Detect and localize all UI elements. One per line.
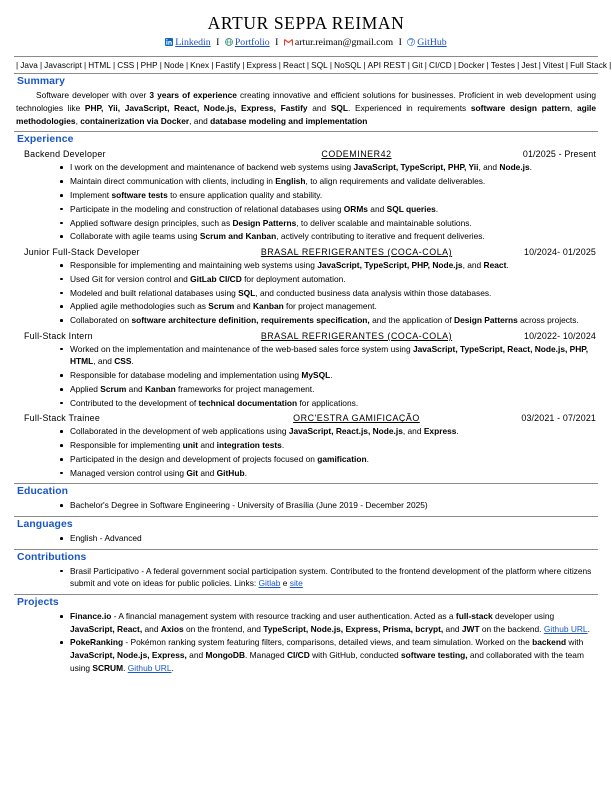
job-company[interactable]: BRASAL REFRIGERANTES (COCA-COLA) bbox=[260, 247, 453, 258]
contact-portfolio[interactable] bbox=[225, 37, 270, 49]
job-role: Backend Developer bbox=[24, 149, 106, 160]
contact-separator: I bbox=[216, 37, 220, 49]
job-company[interactable]: ORC'ESTRA GAMIFICAÇÃO bbox=[293, 413, 420, 424]
list-item: Finance.io - A financial management system with resource tracking and user authentication. Acted as a full-stack developer using JavaScript, React, and Axios on the frontend, and TypeScript, Node.js, Express, Prisma, bcrypt, and JWT on the backend. Github URL. bbox=[60, 610, 594, 635]
gmail-icon bbox=[284, 39, 293, 46]
skill-item: Fastify bbox=[215, 60, 241, 70]
contact-github[interactable] bbox=[407, 37, 446, 49]
divider bbox=[14, 594, 598, 595]
list-item: Used Git for version control and GitLab CI/CD for deployment automation. bbox=[60, 273, 594, 286]
experience-entry bbox=[14, 247, 598, 327]
list-item: Modeled and built relational databases using SQL, and conducted business data analysis within those databases. bbox=[60, 287, 594, 300]
skills-divider: | bbox=[242, 60, 245, 70]
skills-divider: | bbox=[565, 60, 569, 70]
list-item: Collaborate with agile teams using Scrum and Kanban, actively contributing to iterative and frequent deliveries. bbox=[60, 230, 594, 243]
list-item: Bachelor's Degree in Software Engineering - University of Brasília (June 2019 - December 2025) bbox=[60, 499, 594, 512]
skill-item: HTML bbox=[88, 60, 111, 70]
skills-divider: | bbox=[84, 60, 87, 70]
skills-list bbox=[14, 61, 612, 70]
job-role: Junior Full-Stack Developer bbox=[24, 247, 140, 258]
skill-item: CSS bbox=[117, 60, 135, 70]
skills-divider: | bbox=[453, 60, 457, 70]
list-item: Contributed to the development of technical documentation for applications. bbox=[60, 397, 594, 410]
skills-divider: | bbox=[424, 60, 428, 70]
skill-item: Testes bbox=[490, 60, 516, 70]
summary-text: Software developer with over 3 years of experience creating innovative and efficient solutions for businesses. Proficient in web development using technologies like PHP, Yii, JavaScript, React, Node.js, Express, Fastify and SQL. Experienced in requirements software design pattern, agile methodologies, containerization via Docker, and database modeling and implementation bbox=[16, 90, 597, 126]
resume-header bbox=[14, 14, 598, 49]
contact-separator: I bbox=[275, 37, 279, 49]
list-item: Worked on the implementation and maintenance of the web-based sales force system using JavaScript, TypeScript, React, Node.js, PHP, HTML, and CSS. bbox=[60, 343, 594, 368]
job-dates: 01/2025 - Present bbox=[522, 149, 596, 160]
list-item: Brasil Participativo - A federal government social participation system. Contributed to the frontend development of the platform where citizens submit and vote on ideas for public policies. Links: Gitlab e site bbox=[60, 565, 594, 590]
section-languages bbox=[14, 519, 598, 545]
contact-linkedin-label[interactable]: Linkedin bbox=[175, 37, 211, 49]
job-dates: 03/2021 - 07/2021 bbox=[521, 413, 596, 424]
skill-item: Express bbox=[246, 60, 277, 70]
job-role: Full-Stack Intern bbox=[24, 330, 93, 341]
list-item: Responsible for implementing and maintaining web systems using JavaScript, TypeScript, PHP, Node.js, and React. bbox=[60, 259, 594, 272]
contact-email[interactable] bbox=[284, 37, 393, 49]
github-icon bbox=[407, 38, 415, 46]
contributions-list bbox=[14, 565, 598, 590]
skill-item: Git bbox=[412, 60, 423, 70]
section-education bbox=[14, 486, 598, 512]
job-bullets bbox=[14, 425, 598, 479]
list-item: Managed version control using Git and GitHub. bbox=[60, 467, 594, 480]
list-item: Participated in the design and development of projects focused on gamification. bbox=[60, 453, 594, 466]
skills-divider: | bbox=[486, 60, 489, 70]
job-company[interactable]: BRASAL REFRIGERANTES (COCA-COLA) bbox=[260, 330, 453, 341]
section-title-contributions: Contributions bbox=[17, 551, 87, 563]
section-title-projects: Projects bbox=[17, 596, 59, 608]
list-item: Applied agile methodologies such as Scrum and Kanban for project management. bbox=[60, 300, 594, 313]
page-title: ARTUR SEPPA REIMAN bbox=[207, 13, 405, 33]
skills-divider: | bbox=[407, 60, 411, 70]
job-company[interactable]: CODEMINER42 bbox=[321, 149, 392, 160]
list-item: Maintain direct communication with clients, including in English, to align requirements and validate deliverables. bbox=[60, 175, 594, 188]
linkedin-icon bbox=[165, 38, 173, 46]
skill-item: Jest bbox=[521, 60, 537, 70]
skills-divider: | bbox=[39, 60, 43, 70]
skill-item: SQL bbox=[311, 60, 328, 70]
list-item: Responsible for database modeling and implementation using MySQL. bbox=[60, 369, 594, 382]
contact-github-label[interactable]: GitHub bbox=[417, 37, 447, 49]
skill-item: Docker bbox=[458, 60, 485, 70]
globe-icon bbox=[225, 38, 233, 46]
section-title-education: Education bbox=[17, 486, 69, 498]
skills-bar bbox=[14, 56, 612, 74]
list-item: Implement software tests to ensure application quality and stability. bbox=[60, 189, 594, 202]
list-item: Applied Scrum and Kanban frameworks for project management. bbox=[60, 383, 594, 396]
list-item: Participate in the modeling and construction of relational databases using ORMs and SQL queries. bbox=[60, 203, 594, 216]
list-item: PokeRanking - Pokémon ranking system featuring filters, comparisons, detailed views, and team simulation. Worked on the backend with JavaScript, Node.js, Express, and MongoDB. Managed CI/CD with GitHub, conducted software testing, and collaborated with the team using SCRUM. Github URL. bbox=[60, 636, 594, 674]
list-item: Applied software design principles, such as Design Patterns, to deliver scalable and maintainable solutions. bbox=[60, 217, 594, 230]
section-title-languages: Languages bbox=[17, 519, 73, 531]
contact-portfolio-label[interactable]: Portfolio bbox=[234, 37, 270, 49]
languages-list bbox=[14, 532, 598, 545]
contact-linkedin[interactable] bbox=[165, 37, 210, 49]
skill-item: CI/CD bbox=[429, 60, 452, 70]
skills-divider: | bbox=[363, 60, 366, 70]
skill-item: Knex bbox=[190, 60, 210, 70]
divider bbox=[14, 516, 598, 517]
skills-divider: | bbox=[278, 60, 282, 70]
skills-divider: | bbox=[609, 60, 612, 70]
skill-item: Vitest bbox=[542, 60, 564, 70]
list-item: Collaborated in the development of web applications using JavaScript, React.js, Node.js, and Express. bbox=[60, 425, 594, 438]
section-experience bbox=[14, 134, 598, 479]
contact-email-label: artur.reiman@gmail.com bbox=[294, 37, 394, 49]
list-item: English - Advanced bbox=[60, 532, 594, 545]
skills-divider: | bbox=[538, 60, 541, 70]
list-item: I work on the development and maintenance of backend web systems using JavaScript, TypeScript, PHP, Yii, and Node.js. bbox=[60, 161, 594, 174]
section-projects bbox=[14, 597, 598, 674]
education-list bbox=[14, 499, 598, 512]
skills-divider: | bbox=[211, 60, 214, 70]
skills-divider: | bbox=[16, 60, 19, 70]
projects-list bbox=[14, 610, 598, 674]
contact-separator: I bbox=[398, 37, 402, 49]
skills-divider: | bbox=[329, 60, 333, 70]
skills-divider: | bbox=[159, 60, 162, 70]
job-header bbox=[14, 149, 598, 159]
job-dates: 10/2022- 10/2024 bbox=[524, 330, 596, 341]
job-header bbox=[14, 331, 598, 341]
section-title-summary: Summary bbox=[17, 76, 66, 88]
experience-entry bbox=[14, 149, 598, 243]
skill-item: Javascript bbox=[44, 60, 83, 70]
skill-item: Node bbox=[163, 60, 184, 70]
skills-divider: | bbox=[517, 60, 520, 70]
skill-item: React bbox=[283, 60, 305, 70]
job-bullets bbox=[14, 161, 598, 243]
job-header bbox=[14, 247, 598, 257]
skills-divider: | bbox=[306, 60, 310, 70]
job-bullets bbox=[14, 343, 598, 410]
section-contributions bbox=[14, 552, 598, 590]
job-header bbox=[14, 413, 598, 423]
list-item: Responsible for implementing unit and integration tests. bbox=[60, 439, 594, 452]
experience-entry bbox=[14, 331, 598, 410]
contact-line bbox=[14, 37, 598, 49]
skill-item: API REST bbox=[367, 60, 406, 70]
job-bullets bbox=[14, 259, 598, 327]
skill-item: Full Stack bbox=[570, 60, 608, 70]
divider bbox=[14, 483, 598, 484]
skills-divider: | bbox=[136, 60, 139, 70]
skill-item: PHP bbox=[140, 60, 158, 70]
divider bbox=[14, 549, 598, 550]
job-role: Full-Stack Trainee bbox=[24, 413, 101, 424]
skill-item: NoSQL bbox=[334, 60, 362, 70]
skills-divider: | bbox=[185, 60, 189, 70]
jobs-container bbox=[14, 149, 598, 479]
skills-divider: | bbox=[112, 60, 116, 70]
skill-item: Java bbox=[20, 60, 38, 70]
experience-entry bbox=[14, 413, 598, 479]
job-dates: 10/2024- 01/2025 bbox=[524, 247, 596, 258]
section-title-experience: Experience bbox=[17, 134, 74, 146]
list-item: Collaborated on software architecture definition, requirements specification, and the application of Design Patterns across projects. bbox=[60, 314, 594, 327]
divider bbox=[14, 131, 598, 132]
section-summary bbox=[14, 76, 598, 127]
